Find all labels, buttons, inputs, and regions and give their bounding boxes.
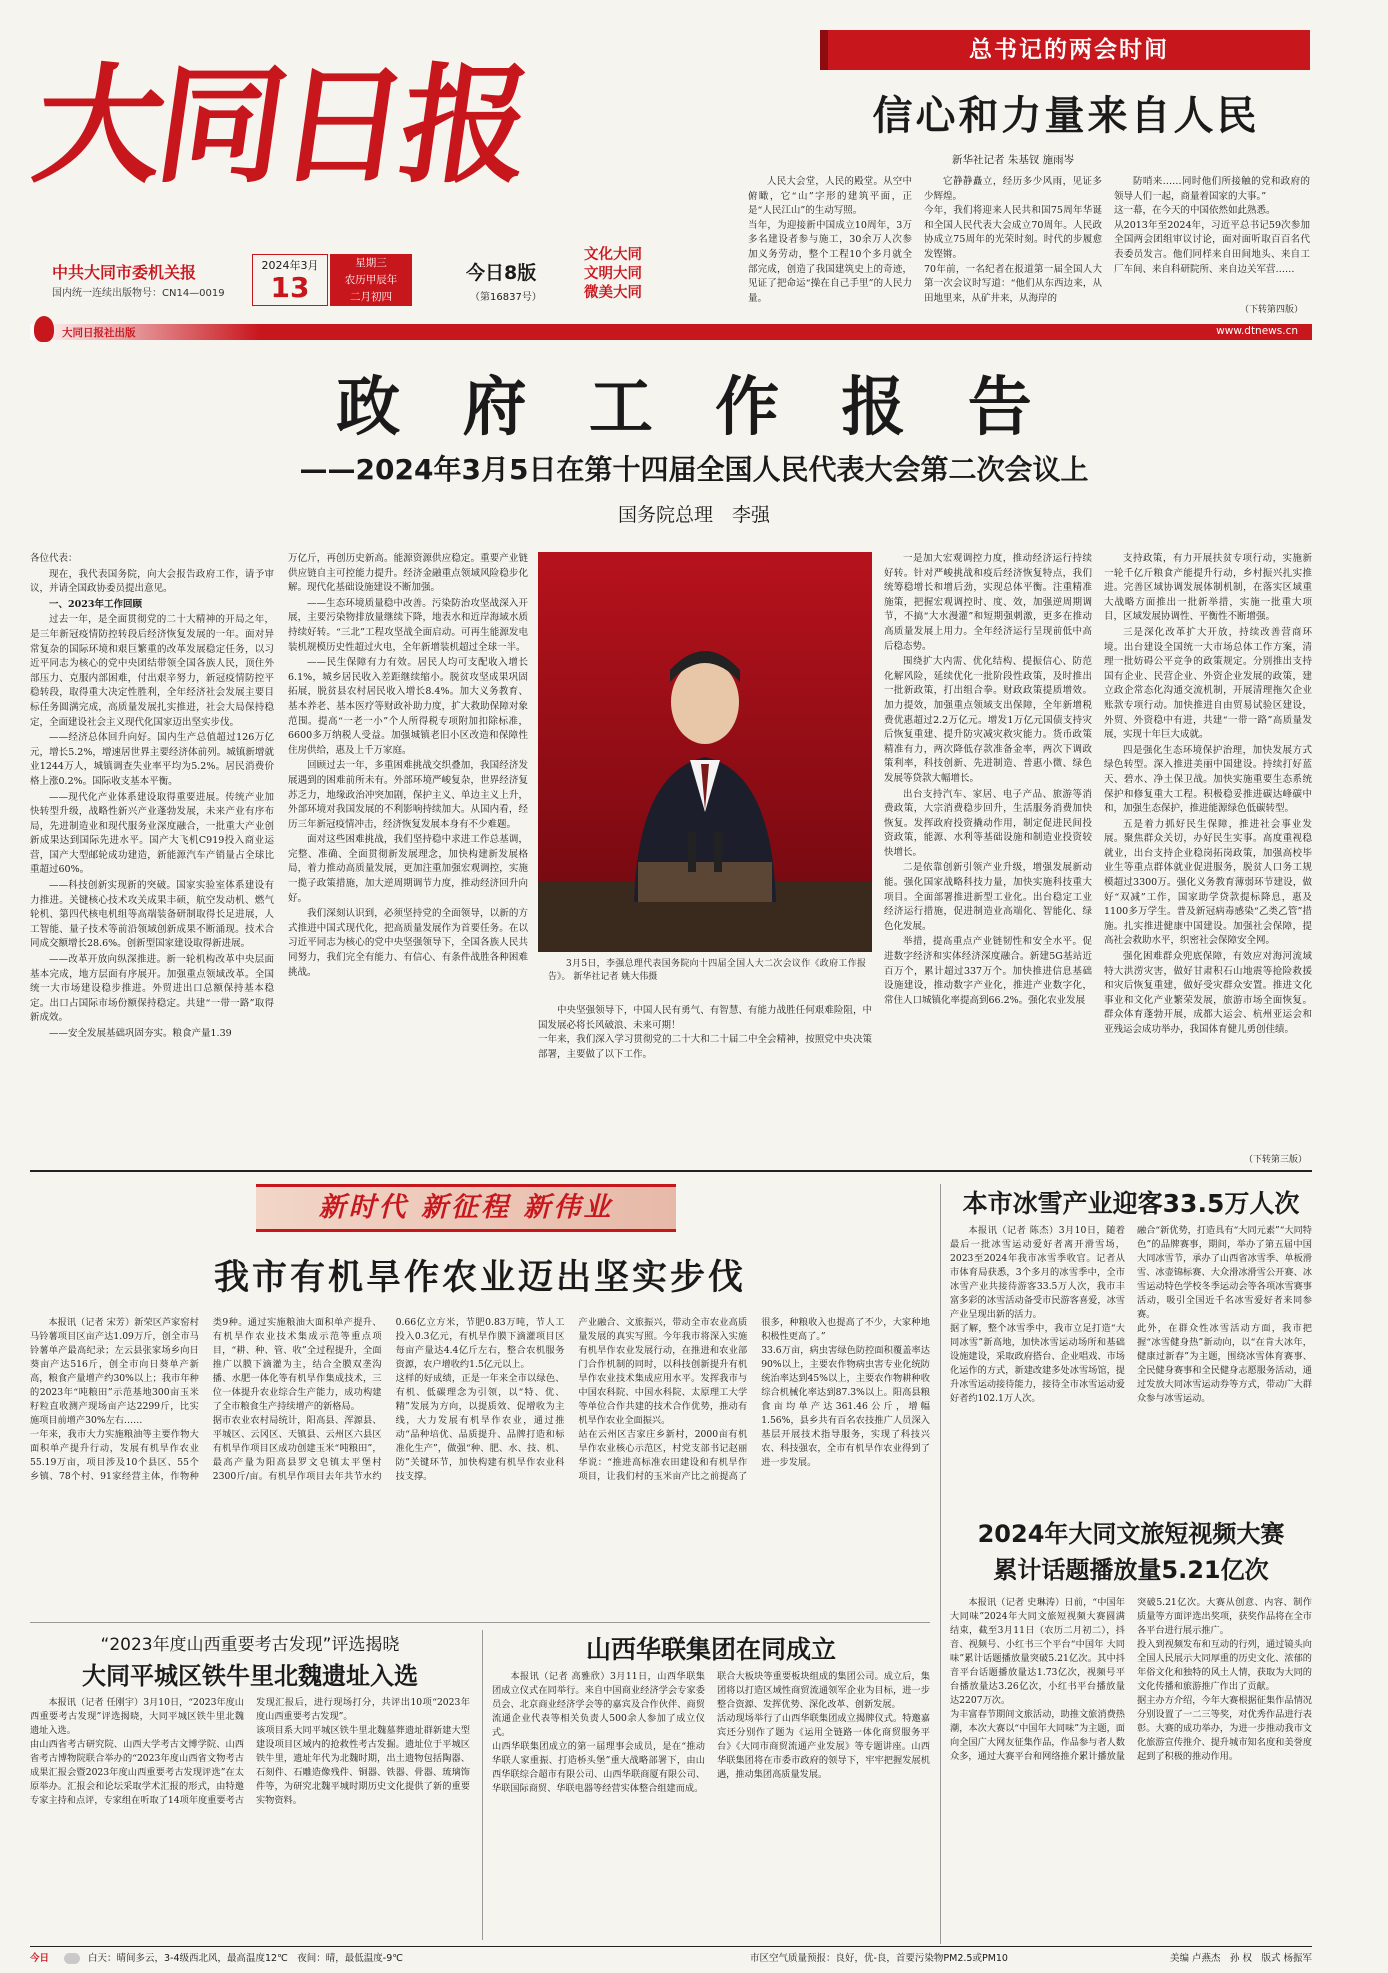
- weather-icon: [64, 1953, 80, 1964]
- report-p: 三是深化改革扩大开放，持续改善营商环境。出台建设全国统一大市场总体工作方案，清理一批妨碍公平竞争的政策规定。分别推出支持国有企业、民营企业、外资企业发展的政策，建立政企常态化沟通交流机制，开展清理拖欠企业账款专项行动。加快推进自由贸易试验区建设，外贸、外资稳中有进，共建“一带一路”高质量发展，实现十年巨大成就。: [1104, 626, 1312, 741]
- slogan-2: 文明大同: [584, 266, 642, 282]
- feature-byline: 新华社记者 朱基钗 施雨岑: [952, 154, 1075, 166]
- divider: [30, 1170, 1312, 1172]
- day-number: 13: [270, 271, 310, 304]
- lunar-date: 二月初四: [350, 291, 392, 303]
- weekday-box: [330, 254, 412, 306]
- agri-body: 本报讯（记者 宋芳）新荣区芦家窑村马铃薯项目区亩产达1.09万斤，创全市马铃薯单产最高纪录；左云县张家场乡向日葵亩产达516斤，创全市向日葵单产新高，粮食产量增产约30%以上；我市年种的2023年“吨粮田”示范基地300亩玉米籽粒直收测产现场亩产达2299斤，比实施项目前增产30%左右…… 一年来，我市大力实施粮油等主要作物大面积单产提升行动，发展有机旱作农业55.19万亩，项目涉及10个县区、55个乡镇、78个村、91家经营主体，作物种类9种。通过实施粮油大面积单产提升、有机旱作农业技术集成示范等重点项目，“耕、种、管、收”全过程提升，全面推广以膜下滴灌为主，结合全膜双垄沟播、水肥一体化等有机旱作集成技术，三位一体提升农业综合生产能力，成功构建了全市粮食生产持续增产的新格局。 据市农业农村局统计，阳高县、浑源县、平城区、云冈区、天镇县、云州区六县区有机旱作项目区成功创建玉米“吨粮田”，最高产量为阳高县罗文皂镇太平堡村2300斤/亩。有机旱作项目去年共节水约0.66亿立方米，节肥0.83万吨，节人工投入0.3亿元，有机旱作膜下滴灌项目区每亩产量达4.4亿斤左右，整合农机服务资源，农户增收约1.5亿元以上。 这样的好成绩，正是一年来全市以绿色、有机、低碳理念为引领，以“特、优、精”发展为方向，以提质效、促增收为主线，大力发展有机旱作农业，通过推动“品种培优、品质提升、品牌打造和标准化生产”，做强“种、肥、水、技、机、防”关键环节，加快构建有机旱作农业科技支撑。 产业融合、文旅振兴，带动全市农业高质量发展的真实写照。今年我市将深入实施有机旱作农业发展行动，在推进和农业部门合作机制的同时，以科技创新提升有机旱作农业技术集成应用水平。发挥我市与中国农科院、中国水科院、太原理工大学等单位合作共建的技术合作优势，推动有机旱作农业全面振兴。 站在云州区吉家庄乡新村，2000亩有机旱作农业核心示范区，村党支部书记赵丽华说：“推进高标准农田建设和有机旱作项目，让我们村的玉米亩产比之前提高了很多，种粮收入也提高了不少，大家种地积极性更高了。” 33.6万亩，病虫害绿色防控面积覆盖率达90%以上，主要农作物病虫害专业化统防统治率达到45%以上，主要农作物耕种收综合机械化率达到87.3%以上。阳高县粮食亩均单产达361.46公斤，增幅1.56%，县乡共有百名农技推广人员深入基层开展技术指导服务，实现了科技兴农、科技强农，全市有机旱作农业得到了进一步发展。: [30, 1317, 930, 1482]
- report-section-heading: 一、2023年工作回顾: [49, 598, 142, 610]
- footer-editors: 美编 卢燕杰 孙 权 版式 杨振军: [1169, 1953, 1312, 1964]
- footer-air: 市区空气质量预报：良好，优-良，首要污染物PM2.5或PM10: [750, 1953, 1008, 1964]
- premier-photo: [538, 552, 872, 952]
- flame-icon: [34, 316, 54, 342]
- report-col-4: [884, 552, 1092, 1164]
- main-author: 国务院总理 李强: [617, 504, 770, 526]
- issue-number: （第16837号）: [470, 292, 542, 303]
- divider: [940, 1184, 941, 1944]
- tomb-title: 大同平城区铁牛里北魏遗址入选: [82, 1662, 418, 1690]
- website-link[interactable]: www.dtnews.cn: [1216, 325, 1298, 337]
- tomb-body: 本报讯（记者 任刚宇）3月10日，“2023年度山西重要考古发现”评选揭晓，大同平城区铁牛里北魏遗址入选。 由山西省考古研究院、山西大学考古文博学院、山西省考古博物院联合举办的“2023年度山西省文物考古成果汇报会暨2023年度山西重要考古发现评选”在太原举办。汇报会和论坛采取学术汇报的形式，由特邀专家主持和点评，专家组在听取了14项年度重要考古发现汇报后，进行现场打分，共评出10项“2023年度山西重要考古发现”。 该项目系大同平城区铁牛里北魏墓葬遗址群新建大型建设项目区域内的抢救性考古发掘。遗址位于平城区铁牛里，遗址年代为北魏时期，出土遗物包括陶器、石刻件、石雕造像残件、铜器、铁器、骨器、琉璃饰件等，为研究北魏平城时期历史文化提供了新的重要实物资料。: [30, 1697, 470, 1806]
- report-p: 面对这些困难挑战，我们坚持稳中求进工作总基调，完整、准确、全面贯彻新发展理念，加快构建新发展格局，着力推动高质量发展，更加注重加强宏观调控，实施一揽子政策措施，加大逆周期调节力度，推动经济回升向好。: [288, 834, 528, 904]
- report-p: 支持政策，有力开展扶贫专项行动，实施新一轮千亿斤粮食产能提升行动，乡村振兴扎实推进。完善区域协调发展体制机制，在落实区域重大战略方面推出一批新举措，实施一批重大项目，区域发展协调性、平衡性不断增强。: [1104, 553, 1312, 623]
- publisher-bar: [30, 324, 1312, 340]
- report-p: 强化困难群众兜底保障，有效应对海河流域特大洪涝灾害，做好甘肃积石山地震等抢险救援和灾后恢复重建，做好受灾群众安置。推进文化事业和文化产业繁荣发展，旅游市场全面恢复。群众体育蓬勃开展，成都大运会、杭州亚运会和亚残运会成功举办，我国体育健儿勇创佳绩。: [1104, 951, 1312, 1035]
- feature-col-2: 它静静矗立，经历多少风雨，见证多少辉煌。 今年，我们将迎来人民共和国75周年华诞和全国人民代表大会成立70周年。人民政协成立75周年的光荣时刻。时代的步履愈发铿锵。 70年前，一名纪者在报道第一届全国人大第一次会议时写道：“他们从东西边来，从田地里来，从矿井来，从海岸的: [924, 176, 1102, 304]
- report-col-1: [30, 552, 274, 1164]
- divider: [30, 1622, 930, 1623]
- video-title-2: 累计话题播放量5.21亿次: [993, 1556, 1269, 1584]
- footer-today: 今日: [30, 1953, 50, 1964]
- report-p: 举措，提高重点产业链韧性和安全水平。促进数字经济和实体经济深度融合。新建5G基站近百万个，累计超过337万个。加快推进信息基础设施建设，推动数字产业化，推进产业数字化，常住人口城镇化率提高到66.2%。强化农业发展: [884, 936, 1092, 1006]
- ice-body: 本报讯（记者 陈杰）3月10日，随着最后一批冰雪运动爱好者离开滑雪场，2023至2024年我市冰雪季收官。记者从市体育局获悉，3个多月的冰雪季中，全市冰雪产业共接待游客33.5万人次，我市丰富多彩的冰雪活动备受市民游客喜爱，冰雪产业呈现出新的活力。 据了解，整个冰雪季中，我市立足打造“大同冰雪”新高地，加快冰雪运动场所和基础设施建设，采取政府搭台、企业唱戏、市场化运作的方式，新建改建多处冰雪场馆，提升冰雪运动接待能力，接待全市冰雪运动爱好者约102.1万人次。 融合“新优势，打造具有“大同元素”“大同特色”的品牌赛事，期间，举办了第五届中国大同冰雪节，承办了山西省冰雪季、单板滑雪、冰壶锦标赛、大众滑冰滑雪公开赛、冰雪运动特色学校冬季运动会等各项冰雪赛事活动，吸引全国近千名冰雪爱好者来同参赛。 此外，在群众性冰雪活动方面，我市把握“冰雪健身热”新动向，以“在肯大冰年，健康过新春”为主题，围绕冰雪体育赛事、全民健身赛事和全民健身志愿服务活动，通过发放大同冰雪运动券等方式，带动广大群众参与冰雪运动。: [950, 1225, 1312, 1404]
- main-subtitle: ——2024年3月5日在第十四届全国人民代表大会第二次会议上: [299, 453, 1089, 486]
- weekday: 星期三: [355, 257, 387, 269]
- feature-banner-text: 总书记的两会时间: [969, 37, 1169, 63]
- agri-banner-text: 新时代 新征程 新伟业: [318, 1192, 614, 1223]
- divider: [482, 1630, 483, 1940]
- hualian-body: 本报讯（记者 高雅欣）3月11日，山西华联集团成立仪式在同举行。来自中国商业经济学会专家委员会、北京商业经济学会等的嘉宾及合作伙伴、商贸流通企业代表等相关负责人500余人参加了成立仪式。 山西华联集团成立的第一届理事会成员，是在“推动华联人家重振、打造桥头堡”重大战略部署下，由山西华联综合超市有限公司、山西华联商厦有限公司、华联国际商贸、华联电器等经营实体整合组建而成。 联合大板块等重要板块组成的集团公司。成立后，集团将以打造区域性商贸流通领军企业为目标，进一步整合资源、发挥优势、深化改革、创新发展。 活动现场举行了山西华联集团成立揭牌仪式。特邀嘉宾还分别作了题为《运用全链路一体化商贸服务平台》《大同市商贸流通产业发展》等专题讲座。山西华联集团将在市委市政府的领导下，牢牢把握发展机遇，推动集团高质量发展。: [492, 1671, 930, 1794]
- report-p: ——生态环境质量稳中改善。污染防治攻坚战深入开展，主要污染物排放量继续下降，地表水和近岸海域水质持续好转。“三北”工程攻坚战全面启动。可再生能源发电装机规模历史性超过火电，全年新增装机超过全球一半。: [288, 597, 528, 653]
- year-month: 2024年3月: [261, 259, 319, 272]
- report-p: 五是着力抓好民生保障，推进社会事业发展。聚焦群众关切，办好民生实事。高度重视稳就业，出台支持企业稳岗拓岗政策，加强高校毕业生等重点群体就业促进服务，脱贫人口务工规模超过3300万。强化义务教育薄弱环节建设，做好“双减”工作，国家助学贷款提标降息，惠及1100多万学生。普及新冠病毒感染“乙类乙管”措施。扎实推进健康中国建设。加强社会保障，提高社会救助水平，织密社会保障安全网。: [1104, 818, 1312, 947]
- report-p: 一是加大宏观调控力度，推动经济运行持续好转。针对严峻挑战和疫后经济恢复特点，我们统筹稳增长和增后劲，实现总体平衡。注重精准施策，把握宏观调控时、度、效，加强逆周期调节，不搞“大水漫灌”和短期强刺激，更多在推动高质量发展上用力。全年经济运行呈现前低中高后稳态势。: [884, 553, 1092, 652]
- tomb-kicker: “2023年度山西重要考古发现”评选揭晓: [100, 1635, 400, 1655]
- feature-title: 信心和力量来自人民: [872, 93, 1260, 139]
- photo-caption: 3月5日，李强总理代表国务院向十四届全国人大二次会议作《政府工作报告》。 新华社记者 姚大伟摄: [548, 959, 866, 982]
- date-box: [252, 254, 328, 306]
- report-col-3-bottom: 中央坚强领导下，中国人民有勇气、有智慧、有能力战胜任何艰难险阻，中国发展必将长风破浪、未来可期！ 一年来，我们深入学习贯彻党的二十大和二十届二中全会精神，按照党中央决策部署，主要做了以下工作。: [538, 1005, 872, 1060]
- report-p: 回顾过去一年，多重困难挑战交织叠加，我国经济发展遇到的困难前所未有。外部环境严峻复杂，世界经济复苏乏力，地缘政治冲突加剧，保护主义、单边主义上升，外部环境对我国发展的不利影响持续加大。从国内看，经历三年新冠疫情冲击，经济恢复发展本身有不少难题。: [288, 760, 528, 830]
- footer-weather: 白天：晴间多云，3-4级西北风，最高温度12℃ 夜间：晴，最低温度-9℃: [88, 1953, 403, 1964]
- newspaper-logo: 大同日报: [25, 51, 535, 201]
- report-p: ——民生保障有力有效。居民人均可支配收入增长6.1%，城乡居民收入差距继续缩小。脱贫攻坚成果巩固拓展，脱贫县农村居民收入增长8.4%。加大义务教育、基本养老、基本医疗等财政补助力度，扩大救助保障对象范围。提高“一老一小”个人所得税专项附加扣除标准，6600多万纳税人受益。加强城镇老旧小区改造和保障性住房供给，惠及上千万家庭。: [288, 657, 528, 756]
- feature-banner: [820, 30, 1310, 70]
- report-continued: （下转第三版）: [1244, 1155, 1308, 1165]
- divider: [30, 1946, 1312, 1947]
- report-p: ——安全发展基础巩固夯实。粮食产量1.39: [49, 1028, 232, 1039]
- report-p: ——现代化产业体系建设取得重要进展。传统产业加快转型升级，战略性新兴产业蓬勃发展，未来产业有序布局，先进制造业和现代服务业深度融合，一批重大产业创新成果达到国际先进水平。国产大飞机C919投入商业运营，国产大型邮轮成功建造，新能源汽车产销量占全球比重超过60%。: [30, 791, 274, 876]
- ice-title: 本市冰雪产业迎客33.5万人次: [962, 1189, 1300, 1218]
- video-body: 本报讯（记者 史琳涛）日前，“中国年 大同味”2024年大同文旅短视频大赛圆满结束，截至3月11日（农历二月初二），抖音、视频号、小红书三个平台“中国年 大同味”累计话题播放量突破5.21亿次。其中抖音平台话题播放量达1.73亿次，视频号平台播放量达3.26亿次，小红书平台播放量达2207万次。 为丰富春节期间文旅活动，助推文旅消费热潮，本次大赛以“中国年大同味”为主题，面向全国广大网友征集作品，作品参与者人数众多，通过大赛平台和网络推介累计播放量突破5.21亿次。大赛从创意、内容、制作质量等方面评选出奖项，获奖作品将在全市各平台进行展示推广。 投入到视频发布和互动的行列，通过镜头向全国人民展示大同厚重的历史文化、浓郁的年俗文化和独特的风土人情，获取为大同的文化传播和旅游推广作出了贡献。 据主办方介绍，今年大赛根据征集作品情况分别设置了一二三等奖，对优秀作品进行表彰。大赛的成功举办，为进一步推动我市文化旅游宣传推介、提升城市知名度和美誉度起到了积极的推动作用。: [950, 1597, 1312, 1762]
- issn-label: 国内统一连续出版物号：CN14—0019: [52, 288, 225, 299]
- slogan-1: 文化大同: [584, 247, 642, 263]
- report-p: 万亿斤，再创历史新高。能源资源供应稳定。重要产业链供应链自主可控能力提升。经济金融重点领域风险稳步化解。现代化基础设施建设不断加强。: [288, 553, 528, 594]
- report-p: 出台支持汽车、家居、电子产品、旅游等消费政策，大宗消费稳步回升，生活服务消费加快恢复。发挥政府投资撬动作用，制定促进民间投资政策，能源、水利等基础设施和制造业投资较快增长。: [884, 788, 1092, 858]
- report-p: 我们深刻认识到，必须坚持党的全面领导，以新的方式推进中国式现代化，把高质量发展作为首要任务。在以习近平同志为核心的党中央坚强领导下，全国各族人民共同努力，我们完全有能力、有信心、有条件战胜各种困难挑战。: [288, 908, 528, 978]
- report-p: 围绕扩大内需、优化结构、提振信心、防范化解风险，延续优化一批阶段性政策，及时推出一批新政策，打出组合拳。财政政策提质增效。加力提效，加强重点领域支出保障，全年新增税费优惠超过2.2万亿元。增发1万亿元国债支持灾后恢复重建、提升防灾减灾救灾能力。货币政策精准有力，两次降低存款准备金率，两次下调政策利率，科技创新、先进制造、普惠小微、绿色发展等贷款大幅增长。: [884, 656, 1092, 784]
- page-count: 今日8版: [466, 262, 537, 284]
- feature-col-1: 人民大会堂，人民的殿堂。从空中俯瞰，它“山”字形的建筑平面，正是“人民江山”的生动写照。 当年，为迎接新中国成立10周年，3万多名建设者参与施工，30余万人次参加义务劳动，整个工程10个多月就全部完成，创造了我国建筑史上的奇迹，见证了把命运“操在自己手里”的人民力量。: [748, 176, 912, 304]
- report-col-5: [1104, 552, 1312, 1152]
- slogan-3: 微美大同: [584, 285, 642, 301]
- video-title-1: 2024年大同文旅短视频大赛: [977, 1520, 1285, 1548]
- lunar-year: 农历甲辰年: [344, 274, 398, 286]
- report-col-2: [288, 552, 528, 1164]
- footer-bar: [30, 1950, 1312, 1968]
- speaker-illustration: [538, 552, 872, 952]
- hualian-title: 山西华联集团在同成立: [585, 1635, 836, 1664]
- report-p: 现在，我代表国务院，向大会报告政府工作，请予审议，并请全国政协委员提出意见。: [30, 568, 274, 595]
- report-p: ——改革开放向纵深推进。新一轮机构改革中央层面基本完成，地方层面有序展开。加强重点领域改革。全国统一大市场建设稳步推进。外贸进出口总额保持基本稳定。出口占国际市场份额保持稳定。共建“一带一路”取得新成效。: [30, 954, 274, 1024]
- publisher-label: 大同日报社出版: [62, 327, 136, 339]
- report-p: 二是依靠创新引领产业升级，增强发展新动能。强化国家战略科技力量，加快实施科技重大项目。全面部署推进新型工业化。出台稳定工业经济运行措施，促进制造业高端化、智能化、绿色化发展。: [884, 862, 1092, 932]
- report-p: ——经济总体回升向好。国内生产总值超过126万亿元，增长5.2%，增速居世界主要经济体前列。城镇新增就业1244万人，城镇调查失业率平均为5.2%。居民消费价格上涨0.2%。国际收支基本平衡。: [30, 732, 274, 787]
- feature-col-3: 防哨来……同时他们所接触的党和政府的领导人们一起，商量着国家的大事。” 这一幕，在今天的中国依然如此熟悉。 从2013年至2024年，习近平总书记59次参加全国两会团组审议讨论，面对面听取百百名代表委员发言。他们同样来自田间地头、来自工厂车间、来自科研院所、来自边关军营……: [1114, 176, 1310, 275]
- masthead-logo: [25, 51, 596, 201]
- report-p: 各位代表：: [30, 553, 78, 564]
- agri-title: 我市有机旱作农业迈出坚实步伐: [213, 1258, 746, 1298]
- report-p: ——科技创新实现新的突破。国家实验室体系建设有力推进。关键核心技术攻关成果丰硕，航空发动机、燃气轮机、第四代核电机组等高端装备研制取得长足进展，人工智能、量子技术等前沿领域创新成果不断涌现。技术合同成交额增长28.6%。创新型国家建设取得新进展。: [30, 880, 274, 950]
- report-p: 四是强化生态环境保护治理，加快发展方式绿色转型。深入推进美丽中国建设。持续打好蓝天、碧水、净土保卫战。加快实施重要生态系统保护和修复重大工程。积极稳妥推进碳达峰碳中和，加强生态保护，推进能源绿色低碳转型。: [1104, 744, 1312, 815]
- feature-continued: （下转第四版）: [1240, 305, 1304, 315]
- report-p: 过去一年，是全面贯彻党的二十大精神的开局之年，是三年新冠疫情防控转段后经济恢复发展的一年。面对异常复杂的国际环境和艰巨繁重的改革发展稳定任务，以习近平同志为核心的党中央团结带领全国各族人民，顶住外部压力、克服内部困难，付出艰辛努力，新冠疫情防控平稳转段，取得重大决定性胜利，全年经济社会发展主要目标任务圆满完成，高质量发展扎实推进，社会大局保持稳定，全面建设社会主义现代化国家迈出坚实步伐。: [30, 614, 274, 728]
- slogan-block: [584, 246, 642, 303]
- org-label: 中共大同市委机关报: [52, 263, 197, 282]
- agri-banner: [256, 1184, 676, 1232]
- main-title: 政 府 工 作 报 告: [336, 371, 1052, 445]
